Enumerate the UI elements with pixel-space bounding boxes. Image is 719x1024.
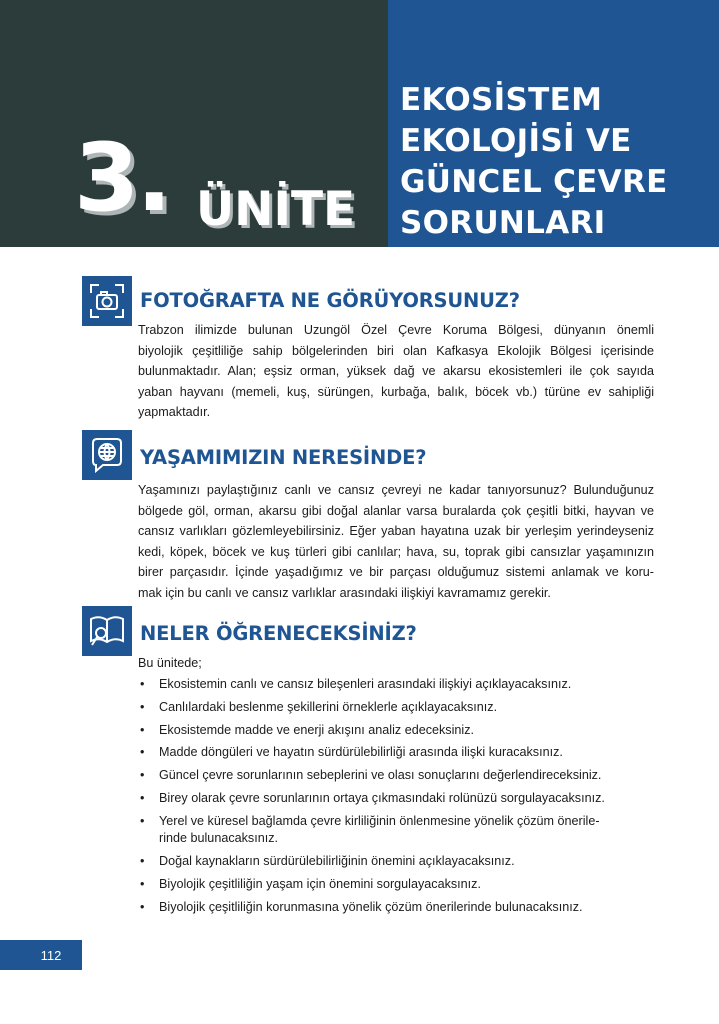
paragraph-line: cansız varlıkları gözlemleyebilirsiniz. Eğer yaban hayatına uzak bir yerleşim yerindeyseniz xyxy=(138,524,654,539)
bullet-icon: • xyxy=(140,854,145,869)
objective-item xyxy=(140,876,660,894)
objective-text: Doğal kaynakların sürdürülebilirliğinin önemini açıklayacaksınız. xyxy=(159,854,515,869)
paragraph-line: birer parçasıdır. İçinde yaşadığımız ve bir parçası olduğumuz sistemi anlamak ve koru- xyxy=(138,565,654,580)
bullet-icon: • xyxy=(140,677,145,691)
paragraph-line: Trabzon ilimizde bulunan Uzungöl Özel Çevre Koruma Bölgesi, dünyanın önemli xyxy=(138,323,654,337)
camera-focus-icon xyxy=(82,276,132,326)
objective-text: Yerel ve küresel bağlamda çevre kirliliğinin önlenmesine yönelik çözüm önerile- xyxy=(159,813,600,828)
bullet-icon: • xyxy=(140,813,145,828)
objective-item xyxy=(140,899,660,917)
paragraph-line: bulunmaktadır. Alan; eşsiz orman, yüksek dağ ve akarsu ekosistemleri ile çok sayıda xyxy=(138,364,654,379)
paragraph-line: kedi, köpek, böcek ve kuş türleri gibi canlılar; hava, su, toprak gibi cansızlar yaşamınızın xyxy=(138,544,654,559)
unit-label: ÜNİTE xyxy=(196,182,356,237)
unit-number: 3. xyxy=(74,124,170,233)
objective-item xyxy=(140,767,660,785)
objective-text: Canlılardaki beslenme şekillerini örneklerle açıklayacaksınız. xyxy=(159,699,498,714)
paragraph-line: Yaşamınızı paylaştığınız canlı ve cansız çevreyi ne kadar tanıyorsunuz? Bulunduğunuz xyxy=(138,483,654,497)
paragraph-line: bölgede göl, orman, akarsu gibi doğal alanlar varsa buralarda çok çeşitli bitki, hayvan ve xyxy=(138,503,654,518)
objective-item xyxy=(140,676,660,694)
bullet-icon: • xyxy=(140,899,145,914)
section-title: YAŞAMIMIZIN NERESİNDE? xyxy=(140,446,427,469)
objective-item xyxy=(140,744,660,762)
page-number: 112 xyxy=(0,940,82,970)
objective-text: Biyolojik çeşitliliğin yaşam için önemini sorgulayacaksınız. xyxy=(159,876,481,891)
section-paragraph xyxy=(138,480,654,604)
unit-title-line: EKOLOJİSİ VE xyxy=(400,123,632,159)
bullet-icon: • xyxy=(140,790,145,805)
paragraph-line: yapmaktadır. xyxy=(138,405,211,420)
bullet-icon: • xyxy=(140,876,145,891)
book-magnifier-icon xyxy=(82,606,132,656)
unit-title-line: SORUNLARI xyxy=(400,205,606,241)
objective-text: Ekosistemde madde ve enerji akışını analiz edeceksiniz. xyxy=(159,722,475,737)
list-intro: Bu ünitede; xyxy=(138,656,202,670)
paragraph-line: yaban hayvanı (memeli, kuş, sürüngen, kurbağa, balık, böcek vb.) türüne ev sahipliği xyxy=(138,384,654,399)
unit-title-line: EKOSİSTEM xyxy=(400,82,603,118)
objectives-list xyxy=(140,676,660,921)
paragraph-line: biyolojik çeşitliliğe sahip bölgelerinden biri olan Kafkasya Ekolojik Bölgesi içerisinde xyxy=(138,343,654,358)
objective-text: Birey olarak çevre sorunlarının ortaya çıkmasındaki rolünüzü sorgulayacaksınız. xyxy=(159,790,605,805)
unit-title-line: GÜNCEL ÇEVRE xyxy=(400,164,668,200)
objective-text: Biyolojik çeşitliliğin korunmasına yönelik çözüm önerilerinde bulunacaksınız. xyxy=(159,899,583,914)
objective-text: rinde bulunacaksınız. xyxy=(159,831,279,846)
globe-speech-icon xyxy=(82,430,132,480)
section-title: NELER ÖĞRENECEKSİNİZ? xyxy=(140,622,417,645)
objective-item xyxy=(140,853,660,871)
objective-item xyxy=(140,813,660,848)
paragraph-line: mak için bu canlı ve cansız varlıklar arasındaki ilişkiyi kavramamız gerekir. xyxy=(138,585,551,600)
objective-text: Madde döngüleri ve hayatın sürdürülebilirliği arasında ilişki kuracaksınız. xyxy=(159,745,563,760)
section-title: FOTOĞRAFTA NE GÖRÜYORSUNUZ? xyxy=(140,289,520,312)
bullet-icon: • xyxy=(140,768,145,783)
objective-text: Ekosistemin canlı ve cansız bileşenleri arasındaki ilişkiyi açıklayacaksınız. xyxy=(159,677,572,691)
section-paragraph xyxy=(138,320,654,423)
objective-item xyxy=(140,722,660,740)
bullet-icon: • xyxy=(140,722,145,737)
unit-title xyxy=(400,80,710,244)
objective-item xyxy=(140,790,660,808)
objective-item xyxy=(140,699,660,717)
bullet-icon: • xyxy=(140,745,145,760)
objective-text: Güncel çevre sorunlarının sebeplerini ve olası sonuçlarını değerlendireceksiniz. xyxy=(159,768,602,783)
bullet-icon: • xyxy=(140,699,145,714)
